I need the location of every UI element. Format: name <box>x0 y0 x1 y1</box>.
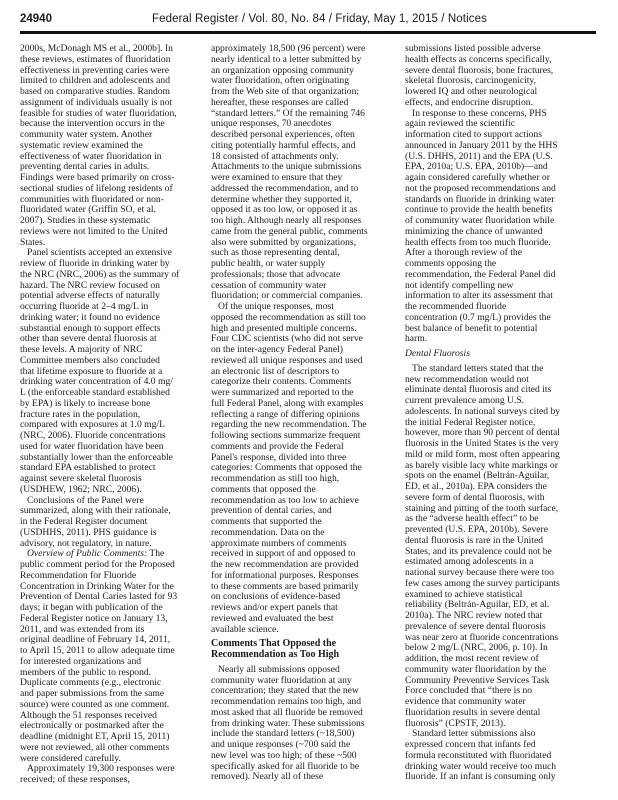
text-line: categorize their contents. Comments <box>211 376 352 388</box>
text-line: determine whether they supported it, <box>211 193 352 205</box>
text-line: recommendation as still too high, <box>211 473 340 484</box>
text-line: examined to achieve statistical <box>405 588 523 600</box>
text-line: used for water fluoridation have been <box>20 440 164 452</box>
text-line: L (the enforceable standard established <box>20 387 170 398</box>
text-line: spots on the enamel (Beltrán-Aguilar, <box>405 470 550 482</box>
text-line: summarized, along with their rationale, <box>20 505 171 517</box>
text-column-3 <box>405 44 595 783</box>
text-line: information cited to support actions <box>405 129 542 140</box>
text-line: ED, et al., 2010a). EPA considers the <box>405 481 547 492</box>
text-line: reviewed and evaluated the best <box>211 612 334 624</box>
text-line: drinking water would receive too much <box>405 760 557 772</box>
paragraph <box>405 44 595 109</box>
text-line: reliability (Beltrán-Aguilar, ED, et al. <box>405 599 550 611</box>
text-line: minimizing the chance of unwanted <box>405 225 543 237</box>
text-line: substantial enough to support effects <box>20 322 161 334</box>
text-line: skeletal fluorosis, carcinogenicity, <box>405 75 536 87</box>
text-line: EPA, 2010a; U.S. EPA, 2010b)—and <box>405 161 548 173</box>
text-line: States. <box>20 236 46 248</box>
text-line: in the Federal Register document <box>20 516 148 527</box>
text-line: health effects as concerns specifically, <box>405 53 552 65</box>
text-line: Duplicate comments (e.g., electronic <box>20 677 162 689</box>
text-line: comments and provide the Federal <box>211 440 344 452</box>
text-line: specifically asked for all fluoride to be <box>211 760 360 772</box>
text-line: concentration (0.7 mg/L) provides the <box>405 311 551 323</box>
text-line: comments that opposed the <box>211 483 316 495</box>
text-line: full Federal Panel, along with examples <box>211 397 364 409</box>
text-line: In response to these concerns, PHS <box>412 107 547 119</box>
text-line: The standard letters stated that the <box>412 362 544 374</box>
text-line: public health, or water supply <box>211 258 326 269</box>
text-line: Prevention of Dental Caries lasted for 93 <box>20 591 178 603</box>
text-line: Force concluded that “there is no <box>405 685 533 697</box>
text-line: Panel scientists accepted an extensive <box>27 247 172 259</box>
text-line: fluoridation results in severe dental <box>405 706 541 718</box>
text-line: public comment period for the Proposed <box>20 559 175 570</box>
text-line: against severe skeletal fluorosis <box>20 473 142 484</box>
text-line: new recommendation would not <box>405 373 529 385</box>
text-line: occurring fluoride at 2–4 mg/L in <box>20 301 149 312</box>
text-line: were examined to ensure that they <box>211 172 343 183</box>
text-line: days; it began with publication of the <box>20 602 163 613</box>
paragraph <box>20 549 210 764</box>
text-line: fracture rates in the population, <box>20 408 141 420</box>
text-line: announced in January 2011 by the HHS <box>405 139 558 151</box>
header-rule <box>20 31 596 34</box>
text-line: Recommendation as Too High <box>211 649 340 660</box>
text-line: staining and pitting of the tooth surface, <box>405 502 559 514</box>
text-line: expressed concern that infants fed <box>405 739 536 750</box>
text-line: 18 consisted of attachments only. <box>211 150 339 162</box>
text-line: were considered carefully. <box>20 752 121 764</box>
text-line: however, more than 90 percent of dental <box>405 427 560 439</box>
text-line: Nearly all submissions opposed <box>218 663 340 675</box>
text-line: electronically or postmarked after the <box>20 720 164 732</box>
text-line: other than severe dental fluorosis at <box>20 333 157 345</box>
text-line: high and presented multiple concerns. <box>211 322 357 334</box>
text-line: source) were counted as one comment. <box>20 698 170 710</box>
text-line: Attachments to the unique submissions <box>211 161 362 173</box>
text-line: Committee members also concluded <box>20 354 160 366</box>
text-line: sectional studies of lifelong residents of <box>20 182 173 194</box>
text-line: as the “adverse health effect” to be <box>405 513 539 525</box>
text-line: current prevalence among U.S. <box>405 395 525 406</box>
text-line: was near zero at fluoride concentrations <box>405 631 559 643</box>
text-line: again reviewed the scientific <box>405 118 516 130</box>
text-line: After a thorough review of the <box>405 247 522 259</box>
section-heading <box>211 639 401 661</box>
text-line: Panel's response, divided into three <box>211 451 347 463</box>
text-line: (U.S. DHHS, 2011) and the EPA (U.S. <box>405 150 553 162</box>
text-line: and paper submissions from the same <box>20 688 165 699</box>
text-line: Standard letter submissions also <box>412 728 536 740</box>
paragraph <box>20 496 210 550</box>
text-line: eliminate dental fluorosis and cited its <box>405 384 552 396</box>
text-line: standards on fluoride in drinking water <box>405 193 555 205</box>
text-line: potential adverse effects of naturally <box>20 290 160 302</box>
text-line: also were submitted by organizations, <box>211 236 357 248</box>
text-line: formula reconstituted with fluoridated <box>405 749 552 761</box>
text-line: professionals; those that advocate <box>211 268 341 280</box>
text-line: new level was too high; of these ~500 <box>211 749 357 761</box>
text-line: community water system. Another <box>20 129 153 140</box>
text-line: prevention of dental caries, and <box>211 505 332 517</box>
text-line: again considered carefully whether or <box>405 172 550 183</box>
text-line: approximate numbers of comments <box>211 537 347 549</box>
page-header <box>20 13 596 29</box>
text-line: received; of these responses, <box>20 774 130 785</box>
text-line: Comments That Opposed the <box>211 638 337 650</box>
text-line: effectiveness in preventing caries were <box>20 64 169 76</box>
text-line: limited to children and adolescents and <box>20 75 170 87</box>
text-line: on conclusions of evidence-based <box>211 591 341 603</box>
text-line: Dental Fluorosis <box>405 348 470 359</box>
text-line: comments opposing the <box>405 258 497 269</box>
text-line: received in support of and opposed to <box>211 548 356 560</box>
text-line: adolescents. In national surveys cited by <box>405 405 561 417</box>
text-line: Recommendation for Fluoride <box>20 569 137 581</box>
text-line: Approximately 19,300 responses were <box>27 763 175 775</box>
text-line: came from the general public, comments <box>211 225 368 237</box>
text-line: available science. <box>211 623 279 635</box>
text-line: community water fluoridation at any <box>211 674 352 686</box>
text-line: review of fluoride in drinking water by <box>20 258 170 269</box>
text-line: community water fluoridation by the <box>405 663 547 675</box>
text-line: severe form of dental fluorosis, with <box>405 491 545 503</box>
paragraph <box>211 665 401 783</box>
text-line: addition, the most recent review of <box>405 653 539 664</box>
text-line: hereafter, these responses are called <box>211 96 349 108</box>
text-line: fluorosis” (CPSTF, 2013). <box>405 717 506 729</box>
text-line: that lifetime exposure to fluoride at a <box>20 365 163 377</box>
run-in-heading: Overview of Public Comments: <box>27 548 148 560</box>
text-line: categories: Comments that opposed the <box>211 462 362 474</box>
text-line: these levels. A majority of NRC <box>20 344 143 355</box>
text-line: because the intervention occurs in the <box>20 118 165 130</box>
text-line: 2007). Studies in these systematic <box>20 215 151 226</box>
text-line: few cases among the survey participants <box>405 577 560 589</box>
text-line: removed). Nearly all of these <box>211 771 324 783</box>
paragraph <box>405 364 595 730</box>
text-line: drinking water concentration of 4.0 mg/ <box>20 376 173 388</box>
text-line: Of the unique responses, most <box>218 301 334 312</box>
text-line: to April 15, 2011 to allow adequate time <box>20 645 175 656</box>
text-line: the NRC (NRC, 2006) as the summary of <box>20 268 180 280</box>
text-line: the initial Federal Register notice, <box>405 416 536 428</box>
text-line: Conclusions of the Panel were <box>27 494 144 506</box>
text-line: deadline (midnight ET, April 15, 2011) <box>20 731 170 742</box>
text-line: harm. <box>405 333 428 345</box>
text-line: compared with exposures at 1.0 mg/L <box>20 419 165 431</box>
text-line: based on comparative studies. Random <box>20 86 171 97</box>
text-line: of community water fluoridation while <box>405 215 555 226</box>
text-line: water fluoridation, often originating <box>211 75 350 87</box>
text-line: fluoride. If an infant is consuming only <box>405 771 556 783</box>
text-line: an electronic list of descriptors to <box>211 365 340 377</box>
text-line: from the Web site of that organization; <box>211 86 360 97</box>
text-line: below 2 mg/L (NRC, 2006, p. 10). In <box>405 642 548 654</box>
text-line: 2010a). The NRC review noted that <box>405 610 543 621</box>
text-line: dental fluorosis is rare in the United <box>405 534 544 546</box>
text-line: substantially lower than the enforceable <box>20 451 173 463</box>
text-line: national survey because there were too <box>405 567 554 578</box>
text-line: citing potentially harmful effects, and <box>211 139 356 151</box>
text-line: reflecting a range of differing opinions <box>211 408 360 420</box>
text-line: fluorosis in the United States is the very <box>405 438 559 449</box>
text-line: recommendation as too low to achieve <box>211 494 359 506</box>
text-column-1 <box>20 44 210 786</box>
text-line: cessation of community water <box>211 279 327 291</box>
text-line: comments that supported the <box>211 516 322 527</box>
text-line: estimated among adolescents in a <box>405 556 534 568</box>
text-line: for informational purposes. Responses <box>211 569 359 581</box>
text-line: mild or mild form, most often appearing <box>405 448 560 460</box>
paragraph <box>405 729 595 783</box>
text-column-2 <box>211 44 401 783</box>
text-line: advisory, not regulatory, in nature. <box>20 537 152 549</box>
text-line: 2000s, McDonagh MS et al., 2000b]. In <box>20 43 173 54</box>
text-line: were not reviewed, all other comments <box>20 741 170 753</box>
text-line: recommendation. Data on the <box>211 526 325 538</box>
text-line: such as those representing dental, <box>211 247 340 259</box>
text-line: most asked that all fluoride be removed <box>211 706 363 718</box>
text-line: reviews and/or expert panels that <box>211 602 338 613</box>
text-line: fluoridated water (Griffin SO, et al. <box>20 204 156 216</box>
text-line: reviewed all unique responses and used <box>211 354 363 366</box>
text-line: original deadline of February 14, 2011, <box>20 634 171 646</box>
text-line: by EPA) is likely to increase bone <box>20 397 151 409</box>
text-line: recommendation remains too high, and <box>211 696 361 707</box>
text-line: prevented (U.S. EPA, 2010b). Severe <box>405 524 548 535</box>
text-line: Findings were based primarily on cross- <box>20 172 175 183</box>
text-line: described personal experiences, often <box>211 129 355 140</box>
text-line: nearly identical to a letter submitted by <box>211 53 362 65</box>
text-line: health effects from too much fluoride. <box>405 236 551 248</box>
text-line: on the inter-agency Federal Panel) <box>211 344 343 355</box>
text-line: prevalence of severe dental fluorosis <box>405 620 546 632</box>
text-line: (USDHEW, 1962; NRC, 2006). <box>20 483 142 495</box>
text-line: opposed the recommendation as still too <box>211 311 366 323</box>
paragraph <box>20 248 210 495</box>
text-line: to these comments are based primarily <box>211 580 359 592</box>
text-line: (NRC, 2006). Fluoride concentrations <box>20 430 166 441</box>
text-line: fluoridation; or commercial companies. <box>211 290 363 302</box>
text-line: as barely visible lacy white markings or <box>405 459 558 471</box>
text-line: an organization opposing community <box>211 64 354 76</box>
text-line: effects, and endocrine disruption. <box>405 96 533 108</box>
text-line: feasible for studies of water fluoridation, <box>20 107 177 119</box>
text-line: Concentration in Drinking Water for the <box>20 580 174 592</box>
page-number: 24940 <box>20 13 52 25</box>
text-line: following sections summarize frequent <box>211 430 361 441</box>
text-line: severe dental fluorosis, bone fractures, <box>405 64 554 76</box>
paragraph <box>211 44 401 302</box>
text-line: 2011, and was extended from its <box>20 623 145 635</box>
text-line: from drinking water. These submissions <box>211 717 365 729</box>
text-line: were summarized and reported to the <box>211 387 354 398</box>
text-line: include the standard letters (~18,500) <box>211 728 355 740</box>
text-line: information to alter its assessment that <box>405 290 553 302</box>
text-line: Four CDC scientists (who did not serve <box>211 333 363 345</box>
text-line: regarding the new recommendation. The <box>211 419 367 431</box>
paragraph <box>20 764 210 786</box>
text-line: assignment of individuals usually is not <box>20 96 173 108</box>
text-line: continue to provide the health benefits <box>405 204 553 216</box>
paragraph <box>211 302 401 635</box>
text-line: Although the 51 responses received <box>20 709 157 721</box>
paragraph <box>405 109 595 346</box>
text-line: members of the public to respond. <box>20 666 152 678</box>
text-line: lowered IQ and other neurological <box>405 86 538 97</box>
text-line: not identify compelling new <box>405 279 514 291</box>
text-line: best balance of benefit to potential <box>405 322 538 334</box>
text-line: systematic review examined the <box>20 139 143 151</box>
text-line: reviews were not limited to the United <box>20 225 168 237</box>
text-line: not the proposed recommendations and <box>405 182 556 194</box>
text-line: the new recommendation are provided <box>211 559 359 570</box>
text-line: States, and its prevalence could not be <box>405 545 552 557</box>
paragraph <box>20 44 210 248</box>
text-line: “standard letters.” Of the remaining 746 <box>211 107 365 119</box>
text-line: effectiveness of water fluoridation in <box>20 150 162 162</box>
text-line: these reviews, estimates of fluoridation <box>20 53 171 65</box>
text-line: submissions listed possible adverse <box>405 43 541 54</box>
text-line: standard EPA established to protect <box>20 462 156 474</box>
running-title: Federal Register / Vol. 80, No. 84 / Friday, May 1, 2015 / Notices <box>152 13 487 25</box>
text-line: Community Preventive Services Task <box>405 674 550 686</box>
text-line: evidence that community water <box>405 696 526 707</box>
text-line: hazard. The NRC review focused on <box>20 279 160 291</box>
text-line: the recommended fluoride <box>405 301 507 312</box>
text-line: drinking water; it found no evidence <box>20 311 160 323</box>
section-heading <box>405 349 595 360</box>
text-line: approximately 18,500 (96 percent) were <box>211 43 366 54</box>
text-line: preventing dental caries in adults. <box>20 161 150 173</box>
text-line: concentration; they stated that the new <box>211 685 359 697</box>
text-line: recommendation, the Federal Panel did <box>405 268 556 280</box>
text-line: (USDHHS, 2011). PHS guidance is <box>20 526 157 538</box>
text-line: for interested organizations and <box>20 655 142 667</box>
text-run: The <box>147 548 165 560</box>
text-line: and unique responses (~700 said the <box>211 739 351 750</box>
text-line: Federal Register notice on January 13, <box>20 612 168 624</box>
text-line: communities with fluoridated or non- <box>20 193 164 205</box>
text-line: opposed it as too low, or opposed it as <box>211 204 358 216</box>
text-line: unique responses, 70 anecdotes <box>211 118 332 130</box>
text-line: addressed the recommendation, and to <box>211 182 359 194</box>
text-line: too high. Although nearly all responses <box>211 215 362 226</box>
